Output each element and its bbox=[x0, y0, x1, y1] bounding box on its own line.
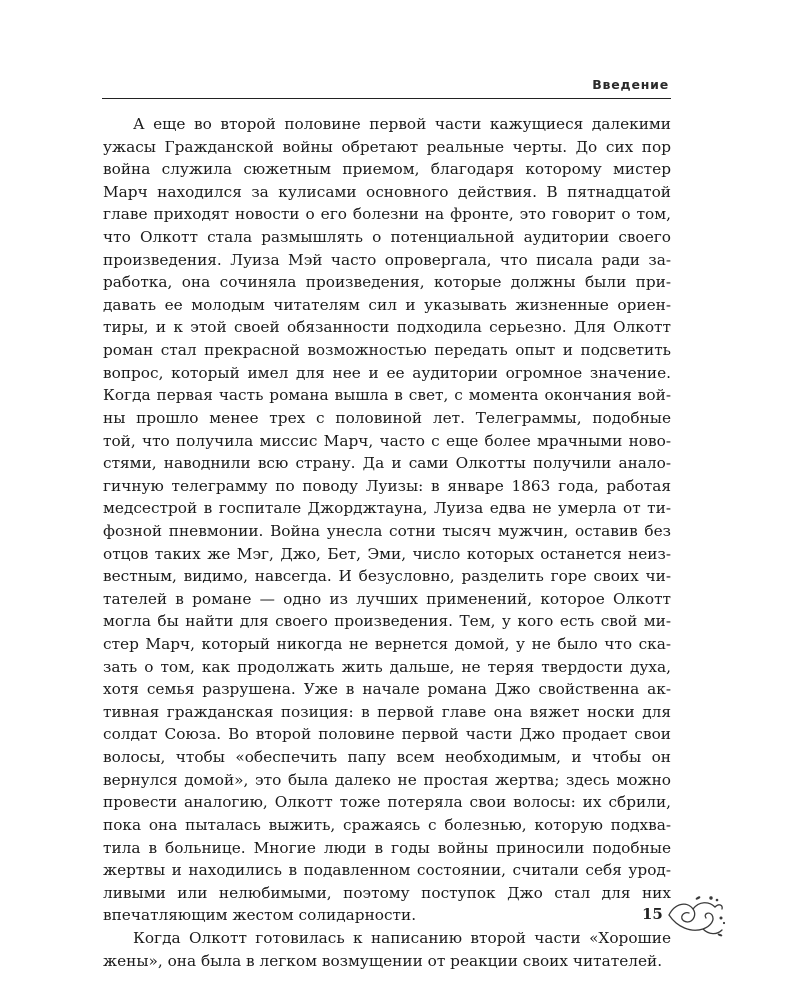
text-line: работка, она сочиняла произведения, которые должны были при- bbox=[103, 273, 671, 292]
page-number: 15 bbox=[642, 905, 663, 923]
text-line: отцов таких же Мэг, Джо, Бет, Эми, число которых останется неиз- bbox=[103, 544, 671, 563]
text-line: волосы, чтобы «обеспечить папу всем необходимым, и чтобы он bbox=[103, 748, 671, 767]
text-line: вернулся домой», это была далеко не простая жертва; здесь можно bbox=[103, 770, 671, 789]
text-line: гичную телеграмму по поводу Луизы: в январе 1863 года, работая bbox=[103, 476, 671, 495]
text-line: давать ее молодым читателям сил и указывать жизненные ориен- bbox=[103, 295, 671, 314]
text-line: впечатляющим жестом солидарности. bbox=[103, 906, 417, 925]
text-line: Когда Олкотт готовилась к написанию второй части «Хорошие bbox=[133, 928, 671, 947]
text-line: Когда первая часть романа вышла в свет, с момента окончания вой- bbox=[103, 386, 671, 405]
flourish-ornament-icon bbox=[665, 893, 727, 939]
text-line: А еще во второй половине первой части кажущиеся далекими bbox=[133, 115, 671, 133]
text-line: что Олкотт стала размышлять о потенциальной аудитории своего bbox=[103, 228, 671, 247]
text-line: война служила сюжетным приемом, благодаря которому мистер bbox=[103, 160, 671, 179]
text-line: фозной пневмонии. Война унесла сотни тысяч мужчин, оставив без bbox=[103, 521, 671, 540]
text-line: роман стал прекрасной возможностью передать опыт и подсветить bbox=[103, 341, 671, 360]
text-line: той, что получила миссис Марч, часто с еще более мрачными ново- bbox=[103, 431, 671, 450]
text-line: главе приходят новости о его болезни на фронте, это говорит о том, bbox=[103, 205, 671, 224]
text-line: провести аналогию, Олкотт тоже потеряла свои волосы: их сбрили, bbox=[103, 793, 671, 812]
text-line: могла бы найти для своего произведения. Тем, у кого есть свой ми- bbox=[103, 612, 671, 631]
text-line: хотя семья разрушена. Уже в начале романа Джо свойственна ак- bbox=[103, 680, 671, 699]
text-line: стями, наводнили всю страну. Да и сами Олкотты получили анало- bbox=[103, 454, 671, 473]
text-line: стер Марч, который никогда не вернется домой, у не было что ска- bbox=[103, 635, 671, 654]
text-line: зать о том, как продолжать жить дальше, не теряя твердости духа, bbox=[103, 657, 671, 676]
text-line: солдат Союза. Во второй половине первой части Джо продает свои bbox=[103, 725, 671, 744]
text-line: ужасы Гражданской войны обретают реальные черты. До сих пор bbox=[103, 137, 671, 156]
text-line: вопрос, который имел для нее и ее аудитории огромное значение. bbox=[103, 363, 671, 382]
text-line: тивная гражданская позиция: в первой главе она вяжет носки для bbox=[103, 702, 671, 721]
text-line: ливыми или нелюбимыми, поэтому поступок Джо стал для них bbox=[103, 883, 671, 902]
text-line: ны прошло менее трех с половиной лет. Телеграммы, подобные bbox=[103, 408, 671, 427]
text-line: произведения. Луиза Мэй часто опровергала, что писала ради за- bbox=[103, 250, 671, 269]
text-line: Марч находился за кулисами основного действия. В пятнадцатой bbox=[103, 182, 671, 201]
running-title: Введение bbox=[592, 77, 669, 92]
text-line: вестным, видимо, навсегда. И безусловно, разделить горе своих чи- bbox=[103, 567, 671, 586]
text-line: пока она пыталась выжить, сражаясь с болезнью, которую подхва- bbox=[103, 815, 671, 834]
text-line: жены», она была в легком возмущении от реакции своих читателей. bbox=[103, 951, 663, 970]
text-line: тила в больнице. Многие люди в годы войны приносили подобные bbox=[103, 838, 671, 857]
body-text bbox=[103, 113, 671, 972]
text-line: жертвы и находились в подавленном состоянии, считали себя урод- bbox=[103, 861, 671, 880]
text-line: тиры, и к этой своей обязанности подходила серьезно. Для Олкотт bbox=[103, 318, 671, 337]
text-line: медсестрой в госпитале Джорджтауна, Луиза едва не умерла от ти- bbox=[103, 499, 671, 518]
text-line: тателей в романе — одно из лучших применений, которое Олкотт bbox=[103, 589, 671, 608]
running-header bbox=[102, 74, 671, 99]
